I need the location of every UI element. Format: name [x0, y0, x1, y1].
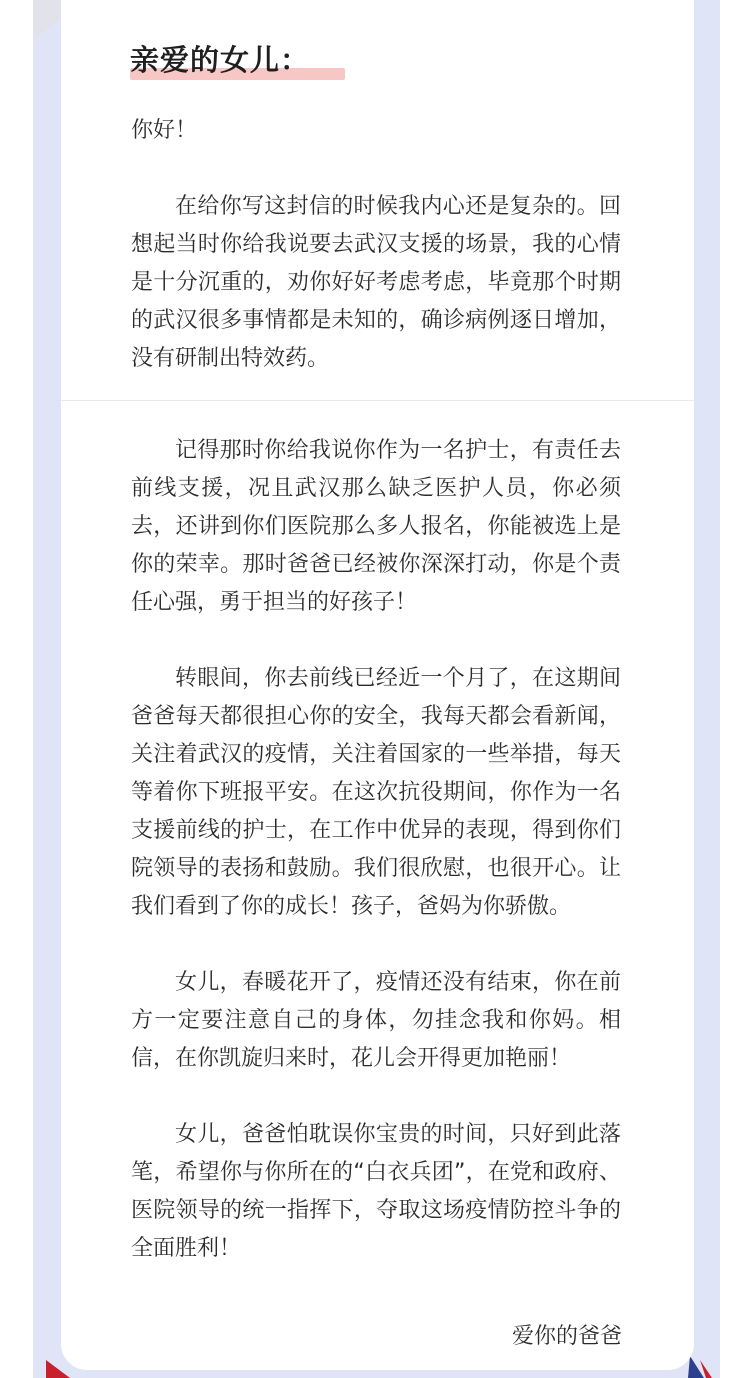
greeting: 你好！ [131, 118, 198, 143]
paragraph-1: 在给你写这封信的时候我内心还是复杂的。回想起当时你给我说要去武汉支援的场景，我的心情是十分沉重的，劝你好好考虑考虑，毕竟那个时期的武汉很多事情都是未知的，确诊病例逐日增加，没有研制出特效药。 [131, 194, 621, 371]
letter-body [131, 112, 621, 1268]
paragraph-5: 女儿，爸爸怕耽误你宝贵的时间，只好到此落笔，希望你与你所在的“白衣兵团”，在党和政府、医院领导的统一指挥下，夺取这场疫情防控斗争的全面胜利！ [131, 1122, 621, 1261]
paragraph-3: 转眼间，你去前线已经近一个月了，在这期间爸爸每天都很担心你的安全，我每天都会看新闻，关注着武汉的疫情，关注着国家的一些举措，每天等着你下班报平安。在这次抗役期间，你作为一名支援前线的护士，在工作中优异的表现，得到你们院领导的表扬和鼓励。我们很欣慰，也很开心。让我们看到了你的成长！孩子，爸妈为你骄傲。 [131, 666, 621, 919]
signature: 爱你的爸爸 [511, 1324, 622, 1349]
paragraph-4: 女儿，春暖花开了，疫情还没有结束，你在前方一定要注意自己的身体，勿挂念我和你妈。相信，在你凯旋归来时，花儿会开得更加艳丽！ [131, 970, 621, 1071]
salutation-block [130, 40, 310, 80]
salutation: 亲爱的女儿： [130, 43, 311, 77]
paragraph-2: 记得那时你给我说你作为一名护士，有责任去前线支援，况且武汉那么缺乏医护人员，你必须去，还讲到你们医院那么多人报名，你能被选上是你的荣幸。那时爸爸已经被你深深打动，你是个责任心强，勇于担当的好孩子！ [131, 438, 621, 615]
